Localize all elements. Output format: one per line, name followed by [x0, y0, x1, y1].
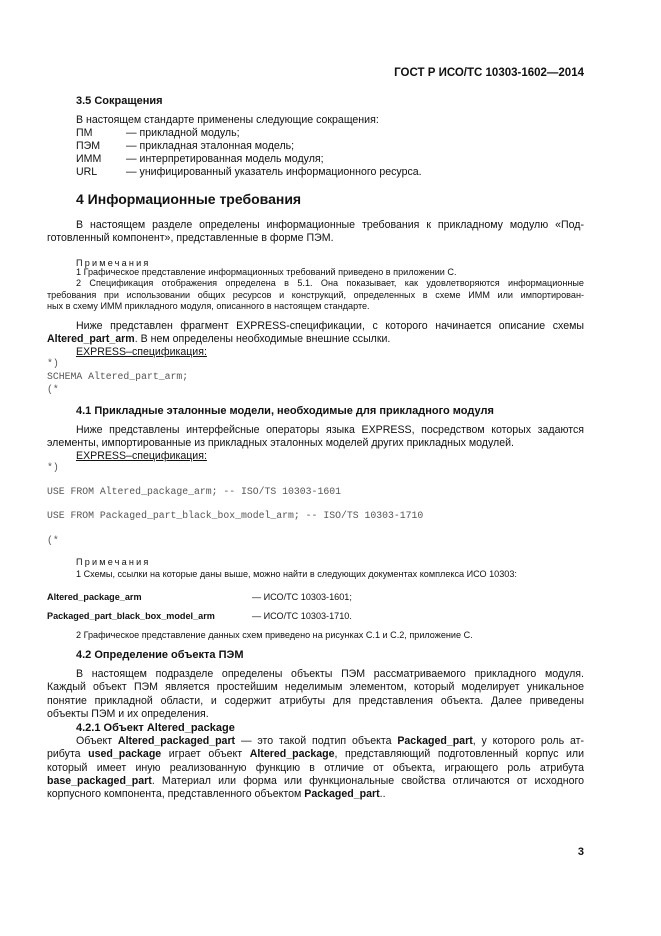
- text-line: Каждый объект ПЭМ является простейшим неделимым элементом, который моделирует уникальное: [47, 681, 584, 694]
- express-intro-paragraph: [47, 320, 584, 347]
- note-text: 2 Графическое представление данных схем приведено на рисунках С.1 и С.2, приложение С.: [76, 630, 473, 640]
- section-4-paragraph: [47, 219, 584, 246]
- section-4-2-title: 4.2 Определение объекта ПЭМ: [76, 649, 244, 661]
- section-4-1-paragraph: [47, 424, 584, 451]
- code-line: *): [47, 462, 59, 473]
- note-text: требования при использовании общих ресурсов и конструкций, определенных в схеме ИММ или импортирован-: [47, 289, 584, 300]
- note-text: 1 Графическое представление информационных требований приведено в приложении С.: [76, 267, 457, 277]
- express-label: EXPRESS–спецификация:: [76, 346, 207, 358]
- text-line: Ниже представлены интерфейсные операторы языка EXPRESS, посредством которых задаются: [76, 424, 584, 436]
- document-header: ГОСТ Р ИСО/ТС 10303-1602—2014: [394, 67, 584, 79]
- abbr-term: ПМ: [76, 127, 93, 139]
- abbr-term: ПЭМ: [76, 140, 101, 152]
- text-line: В настоящем подразделе определены объекты ПЭМ рассматриваемого прикладного модуля.: [76, 668, 584, 680]
- text-line: [47, 333, 584, 346]
- text-fragment: — это такой подтип объекта: [235, 735, 398, 747]
- ref-name: Packaged_part_black_box_model_arm: [47, 611, 215, 621]
- abbr-definition: — унифицированный указатель информационного ресурса.: [126, 166, 422, 178]
- section-4-2-paragraph: [47, 668, 584, 721]
- abbr-term: URL: [76, 166, 98, 178]
- text-fragment: . В нем определены необходимые внешние ссылки.: [134, 333, 391, 346]
- text-line: [47, 748, 584, 761]
- abbr-definition: — прикладной модуль;: [126, 127, 240, 139]
- code-line: (*: [47, 384, 59, 395]
- note-text: 1 Схемы, ссылки на которые даны выше, можно найти в следующих документах комплекса ИСО 10303:: [76, 569, 517, 579]
- text-fragment: , у которого роль ат-: [472, 735, 584, 747]
- text-fragment: корпусного компонента, представленного объектом: [47, 788, 305, 801]
- section-4-2-1-paragraph: [47, 735, 584, 801]
- code-line: *): [47, 358, 59, 369]
- note-heading-text: Примечания: [76, 557, 151, 567]
- code-line: SCHEMA Altered_part_arm;: [47, 371, 189, 382]
- text-line: [47, 775, 584, 788]
- text-line: Ниже представлен фрагмент EXPRESS-спецификации, с которого начинается описание схемы: [76, 320, 584, 332]
- note-2: [76, 630, 473, 642]
- text-fragment: ..: [379, 788, 386, 801]
- section-3-5-intro: В настоящем стандарте применены следующие сокращения:: [76, 114, 379, 126]
- section-4-2-1-title: 4.2.1 Объект Altered_package: [76, 722, 235, 734]
- note-heading-text: Примечания: [76, 258, 151, 268]
- text-line: который имеет иную реализованную функцию в отличие от объекта, играющего роль атрибута: [47, 761, 584, 774]
- text-fragment: Объект: [76, 735, 118, 747]
- text-line: элементы, импортированные из прикладных эталонных моделей других прикладных модулей.: [47, 437, 514, 450]
- ref-document: — ИСО/ТС 10303-1710.: [252, 611, 352, 621]
- abbr-definition: — прикладная эталонная модель;: [126, 140, 295, 152]
- entity-name: Altered_package: [249, 748, 335, 761]
- text-line: [47, 788, 584, 801]
- note-text: 2 Спецификация отображения определена в 5.1. Она показывает, как удовлетворяются информационные: [76, 278, 584, 288]
- note-text: ных в схему ИММ прикладного модуля, описанного в настоящем стандарте.: [47, 301, 370, 312]
- text-fragment: играет объект: [161, 748, 250, 761]
- section-4-1-title: 4.1 Прикладные эталонные модели, необходимые для прикладного модуля: [76, 405, 494, 417]
- entity-name: Packaged_part: [304, 788, 380, 801]
- attribute-name: base_packaged_part: [47, 774, 152, 787]
- page-number: 3: [577, 846, 584, 858]
- note-1: [76, 569, 517, 581]
- attribute-name: used_package: [88, 748, 162, 761]
- note-heading: [76, 557, 151, 569]
- abbr-definition: — интерпретированная модель модуля;: [126, 153, 324, 165]
- text-line: объекты ПЭМ и их определения.: [47, 707, 209, 720]
- text-fragment: рибута: [47, 748, 89, 761]
- text-fragment: , представляющий подготовленный корпус или: [334, 748, 584, 761]
- section-4-title: 4 Информационные требования: [76, 191, 302, 207]
- schema-name: Altered_part_arm: [47, 333, 135, 346]
- ref-document: — ИСО/ТС 10303-1601;: [252, 592, 352, 602]
- text-line: готовленный компонент», представленные в форме ПЭМ.: [47, 232, 334, 245]
- entity-name: Packaged_part: [397, 735, 473, 747]
- code-line: USE FROM Altered_package_arm; -- ISO/TS 10303-1601: [47, 486, 341, 497]
- text-fragment: . Материал или форма или функциональные свойства отличаются от исходного: [151, 774, 584, 787]
- note-1: [76, 267, 457, 279]
- text-line: [47, 735, 584, 748]
- section-3-5-title: 3.5 Сокращения: [76, 95, 163, 107]
- text-line: понятие прикладной области, и содержит атрибуты для представления объекта. Далее приведены: [47, 694, 584, 707]
- ref-name: Altered_package_arm: [47, 592, 142, 602]
- abbr-term: ИММ: [76, 153, 102, 165]
- note-2: [47, 278, 584, 313]
- text-line: В настоящем разделе определены информационные требования к прикладному модулю «Под-: [76, 219, 584, 231]
- code-line: USE FROM Packaged_part_black_box_model_arm; -- ISO/TS 10303-1710: [47, 510, 424, 521]
- entity-name: Altered_packaged_part: [117, 735, 236, 747]
- code-line: (*: [47, 535, 59, 546]
- express-label: EXPRESS–спецификация:: [76, 450, 207, 462]
